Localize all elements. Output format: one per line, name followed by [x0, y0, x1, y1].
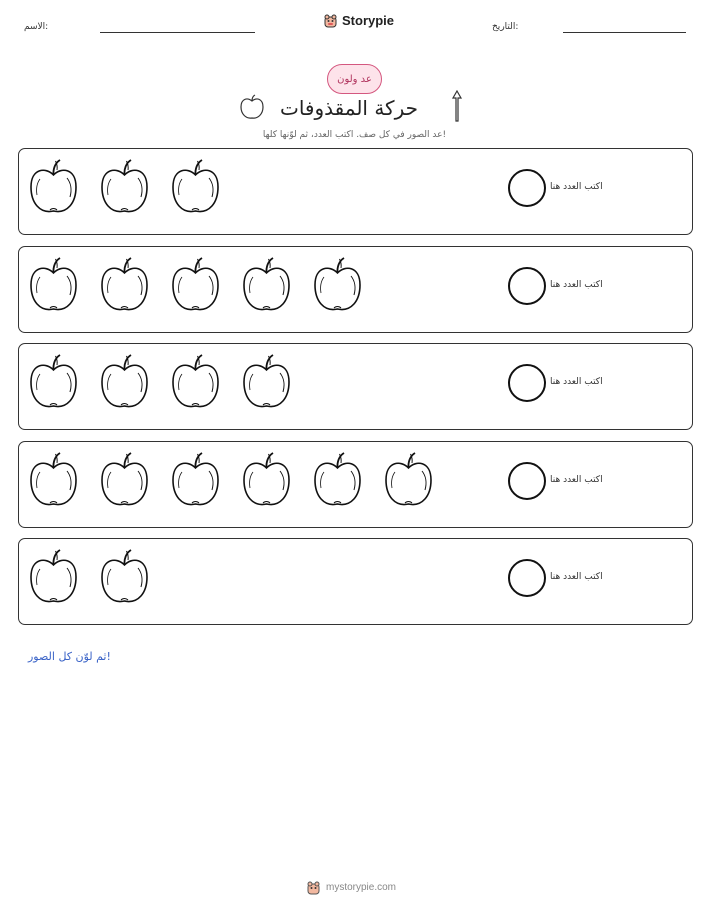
counting-row [18, 441, 693, 528]
count-and-color-badge: عد ولون [327, 64, 382, 94]
counting-row [18, 538, 693, 625]
apple-icon [99, 451, 150, 509]
page-title: حركة المقذوفات [280, 96, 418, 120]
apple-icon [99, 256, 150, 314]
name-line[interactable] [100, 32, 255, 33]
answer-label: اكتب العدد هنا [550, 280, 603, 290]
apple-icon [383, 451, 434, 509]
apple-icon [28, 256, 79, 314]
projectile-icon [450, 90, 464, 122]
apple-icon [170, 158, 221, 216]
answer-circle[interactable] [508, 364, 546, 402]
apple-icon [28, 451, 79, 509]
apple-icon [28, 548, 79, 606]
apple-icon [170, 353, 221, 411]
apple-icon [170, 256, 221, 314]
brand-name: Storypie [342, 13, 395, 28]
footer [306, 880, 396, 895]
apple-group [28, 451, 434, 509]
date-line[interactable] [563, 32, 686, 33]
instructions: عد الصور في كل صف. اكتب العدد، ثم لوّنها كلها! [262, 130, 447, 140]
apple-icon [241, 451, 292, 509]
counting-row [18, 148, 693, 235]
apple-icon [99, 548, 150, 606]
brand [323, 13, 394, 28]
storypie-logo-icon [306, 880, 321, 895]
apple-group [28, 256, 363, 314]
answer-label: اكتب العدد هنا [550, 475, 603, 485]
apple-icon [239, 93, 265, 121]
counting-row [18, 343, 693, 430]
apple-group [28, 353, 292, 411]
answer-circle[interactable] [508, 169, 546, 207]
answer-circle[interactable] [508, 267, 546, 305]
apple-icon [28, 158, 79, 216]
date-label: التاريخ: [492, 22, 519, 32]
apple-icon [170, 451, 221, 509]
apple-group [28, 158, 221, 216]
apple-icon [241, 256, 292, 314]
counting-row [18, 246, 693, 333]
apple-icon [312, 451, 363, 509]
apple-icon [312, 256, 363, 314]
apple-icon [241, 353, 292, 411]
apple-group [28, 548, 150, 606]
answer-label: اكتب العدد هنا [550, 377, 603, 387]
apple-icon [28, 353, 79, 411]
answer-circle[interactable] [508, 462, 546, 500]
answer-label: اكتب العدد هنا [550, 182, 603, 192]
storypie-logo-icon [323, 13, 338, 28]
apple-icon [99, 353, 150, 411]
apple-icon [99, 158, 150, 216]
color-all-note: ثم لوّن كل الصور! [28, 650, 111, 663]
answer-circle[interactable] [508, 559, 546, 597]
name-label: الاسم: [24, 22, 49, 32]
answer-label: اكتب العدد هنا [550, 572, 603, 582]
footer-site: mystorypie.com [326, 882, 397, 893]
